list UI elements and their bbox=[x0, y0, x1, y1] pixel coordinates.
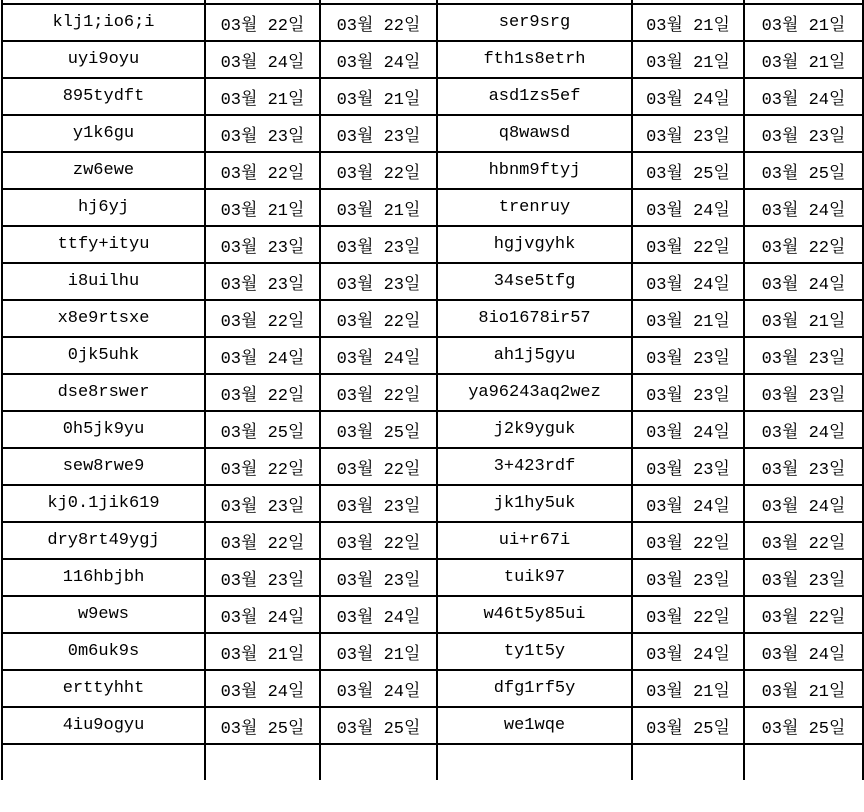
cell-date-right-1: 03월 24일 bbox=[632, 263, 744, 300]
cell-id-left: 0jk5uhk bbox=[2, 337, 205, 374]
cell-date-right-2: 03월 24일 bbox=[744, 485, 863, 522]
table-row bbox=[2, 41, 863, 78]
cell-date-left-1: 03월 25일 bbox=[205, 707, 320, 744]
cell-date-left-2: 03월 22일 bbox=[320, 374, 437, 411]
cell-date-right-2: 03월 21일 bbox=[744, 4, 863, 41]
cell-date-left-2: 03월 22일 bbox=[320, 448, 437, 485]
cell-id-right: w46t5y85ui bbox=[437, 596, 632, 633]
cell-date-right-2: 03월 25일 bbox=[744, 707, 863, 744]
cell-date-right-1: 03월 21일 bbox=[632, 41, 744, 78]
table-row bbox=[2, 263, 863, 300]
table-row bbox=[2, 411, 863, 448]
cropped-stub-cell bbox=[744, 744, 863, 780]
cell-date-left-1: 03월 23일 bbox=[205, 559, 320, 596]
cell-date-left-1: 03월 23일 bbox=[205, 115, 320, 152]
cell-date-left-2: 03월 21일 bbox=[320, 189, 437, 226]
cell-date-left-1: 03월 24일 bbox=[205, 596, 320, 633]
cell-date-right-1: 03월 24일 bbox=[632, 411, 744, 448]
cell-date-left-1: 03월 22일 bbox=[205, 448, 320, 485]
cell-date-right-2: 03월 23일 bbox=[744, 115, 863, 152]
cell-date-left-2: 03월 23일 bbox=[320, 485, 437, 522]
cell-date-left-2: 03월 23일 bbox=[320, 115, 437, 152]
cell-date-right-2: 03월 24일 bbox=[744, 263, 863, 300]
cell-id-right: ty1t5y bbox=[437, 633, 632, 670]
cell-date-right-1: 03월 23일 bbox=[632, 448, 744, 485]
cell-date-right-2: 03월 21일 bbox=[744, 41, 863, 78]
cell-date-right-1: 03월 21일 bbox=[632, 4, 744, 41]
cropped-stub-cell bbox=[437, 744, 632, 780]
cell-id-left: dse8rswer bbox=[2, 374, 205, 411]
table-row bbox=[2, 4, 863, 41]
cell-date-left-1: 03월 22일 bbox=[205, 300, 320, 337]
cell-date-left-2: 03월 24일 bbox=[320, 670, 437, 707]
cell-id-left: 0m6uk9s bbox=[2, 633, 205, 670]
cropped-stub-cell bbox=[2, 744, 205, 780]
cell-id-right: ser9srg bbox=[437, 4, 632, 41]
cell-id-left: i8uilhu bbox=[2, 263, 205, 300]
cell-date-left-2: 03월 23일 bbox=[320, 226, 437, 263]
table-row bbox=[2, 485, 863, 522]
cell-date-left-2: 03월 24일 bbox=[320, 41, 437, 78]
cell-date-left-2: 03월 24일 bbox=[320, 337, 437, 374]
table-row bbox=[2, 374, 863, 411]
cell-date-left-2: 03월 25일 bbox=[320, 707, 437, 744]
cell-date-left-2: 03월 22일 bbox=[320, 300, 437, 337]
cell-date-left-1: 03월 23일 bbox=[205, 263, 320, 300]
cell-date-left-2: 03월 23일 bbox=[320, 263, 437, 300]
cell-id-right: ah1j5gyu bbox=[437, 337, 632, 374]
table-row bbox=[2, 115, 863, 152]
cell-id-right: ya96243aq2wez bbox=[437, 374, 632, 411]
cell-id-right: 8io1678ir57 bbox=[437, 300, 632, 337]
cell-date-right-1: 03월 23일 bbox=[632, 559, 744, 596]
cell-date-right-2: 03월 23일 bbox=[744, 448, 863, 485]
cropped-stub-row bbox=[2, 744, 863, 780]
table-row bbox=[2, 152, 863, 189]
table-row bbox=[2, 522, 863, 559]
table-row bbox=[2, 448, 863, 485]
cell-date-left-2: 03월 22일 bbox=[320, 4, 437, 41]
cell-id-right: dfg1rf5y bbox=[437, 670, 632, 707]
cell-date-right-2: 03월 22일 bbox=[744, 522, 863, 559]
cell-date-right-1: 03월 23일 bbox=[632, 374, 744, 411]
cell-date-left-1: 03월 24일 bbox=[205, 670, 320, 707]
cell-date-left-1: 03월 23일 bbox=[205, 226, 320, 263]
cell-date-left-1: 03월 22일 bbox=[205, 4, 320, 41]
cell-date-right-1: 03월 23일 bbox=[632, 115, 744, 152]
cell-id-right: q8wawsd bbox=[437, 115, 632, 152]
cell-date-right-1: 03월 25일 bbox=[632, 152, 744, 189]
cell-date-right-2: 03월 24일 bbox=[744, 78, 863, 115]
cell-id-right: 34se5tfg bbox=[437, 263, 632, 300]
cell-id-right: ui+r67i bbox=[437, 522, 632, 559]
cell-date-right-1: 03월 24일 bbox=[632, 485, 744, 522]
cell-id-right: tuik97 bbox=[437, 559, 632, 596]
cell-date-right-1: 03월 21일 bbox=[632, 670, 744, 707]
cell-id-right: asd1zs5ef bbox=[437, 78, 632, 115]
cell-id-left: erttyhht bbox=[2, 670, 205, 707]
cropped-stub-cell bbox=[632, 744, 744, 780]
cell-date-left-2: 03월 25일 bbox=[320, 411, 437, 448]
cell-date-left-1: 03월 23일 bbox=[205, 485, 320, 522]
cell-id-right: hbnm9ftyj bbox=[437, 152, 632, 189]
cell-date-right-1: 03월 23일 bbox=[632, 337, 744, 374]
cell-date-right-1: 03월 24일 bbox=[632, 189, 744, 226]
cell-date-left-1: 03월 21일 bbox=[205, 78, 320, 115]
cell-id-left: 4iu9ogyu bbox=[2, 707, 205, 744]
table-row bbox=[2, 596, 863, 633]
cell-date-right-2: 03월 22일 bbox=[744, 226, 863, 263]
cell-date-right-1: 03월 25일 bbox=[632, 707, 744, 744]
cell-id-left: zw6ewe bbox=[2, 152, 205, 189]
cell-date-left-2: 03월 22일 bbox=[320, 522, 437, 559]
cell-date-left-2: 03월 21일 bbox=[320, 78, 437, 115]
table-row bbox=[2, 300, 863, 337]
table-row bbox=[2, 633, 863, 670]
cell-id-right: fth1s8etrh bbox=[437, 41, 632, 78]
cell-date-left-2: 03월 23일 bbox=[320, 559, 437, 596]
cell-date-left-1: 03월 21일 bbox=[205, 633, 320, 670]
table-row bbox=[2, 559, 863, 596]
cell-date-left-1: 03월 24일 bbox=[205, 337, 320, 374]
cell-id-right: j2k9yguk bbox=[437, 411, 632, 448]
cell-id-left: y1k6gu bbox=[2, 115, 205, 152]
data-table bbox=[1, 0, 864, 780]
cell-date-right-2: 03월 23일 bbox=[744, 337, 863, 374]
cell-id-left: 0h5jk9yu bbox=[2, 411, 205, 448]
cropped-stub-cell bbox=[205, 744, 320, 780]
cell-date-left-1: 03월 25일 bbox=[205, 411, 320, 448]
cell-id-left: uyi9oyu bbox=[2, 41, 205, 78]
cell-date-right-2: 03월 25일 bbox=[744, 152, 863, 189]
cell-id-left: x8e9rtsxe bbox=[2, 300, 205, 337]
cell-id-left: ttfy+ityu bbox=[2, 226, 205, 263]
cell-date-right-1: 03월 22일 bbox=[632, 596, 744, 633]
cell-id-left: sew8rwe9 bbox=[2, 448, 205, 485]
cell-date-right-1: 03월 24일 bbox=[632, 633, 744, 670]
cell-id-left: w9ews bbox=[2, 596, 205, 633]
cell-date-right-1: 03월 24일 bbox=[632, 78, 744, 115]
table-body bbox=[2, 0, 863, 780]
cell-date-right-2: 03월 24일 bbox=[744, 633, 863, 670]
cell-date-right-1: 03월 21일 bbox=[632, 300, 744, 337]
cell-id-right: jk1hy5uk bbox=[437, 485, 632, 522]
cell-id-right: trenruy bbox=[437, 189, 632, 226]
table-row bbox=[2, 707, 863, 744]
cell-date-right-2: 03월 21일 bbox=[744, 300, 863, 337]
cell-date-left-1: 03월 22일 bbox=[205, 374, 320, 411]
cell-date-left-2: 03월 22일 bbox=[320, 152, 437, 189]
table-row bbox=[2, 78, 863, 115]
cell-id-right: 3+423rdf bbox=[437, 448, 632, 485]
cell-id-left: kj0.1jik619 bbox=[2, 485, 205, 522]
cell-date-left-2: 03월 21일 bbox=[320, 633, 437, 670]
cell-date-right-2: 03월 24일 bbox=[744, 411, 863, 448]
table-row bbox=[2, 226, 863, 263]
cell-date-left-1: 03월 21일 bbox=[205, 189, 320, 226]
cell-id-right: we1wqe bbox=[437, 707, 632, 744]
cell-date-right-1: 03월 22일 bbox=[632, 522, 744, 559]
cell-date-left-2: 03월 24일 bbox=[320, 596, 437, 633]
cell-date-right-2: 03월 23일 bbox=[744, 559, 863, 596]
cell-date-right-2: 03월 24일 bbox=[744, 189, 863, 226]
cell-id-left: 116hbjbh bbox=[2, 559, 205, 596]
cell-date-right-1: 03월 22일 bbox=[632, 226, 744, 263]
cell-id-left: dry8rt49ygj bbox=[2, 522, 205, 559]
table-row bbox=[2, 670, 863, 707]
cell-date-left-1: 03월 22일 bbox=[205, 522, 320, 559]
cell-date-right-2: 03월 22일 bbox=[744, 596, 863, 633]
cell-date-left-1: 03월 24일 bbox=[205, 41, 320, 78]
cell-date-left-1: 03월 22일 bbox=[205, 152, 320, 189]
cell-id-left: klj1;io6;i bbox=[2, 4, 205, 41]
cell-id-left: 895tydft bbox=[2, 78, 205, 115]
cropped-stub-cell bbox=[320, 744, 437, 780]
cell-id-left: hj6yj bbox=[2, 189, 205, 226]
cell-date-right-2: 03월 23일 bbox=[744, 374, 863, 411]
table-row bbox=[2, 337, 863, 374]
cell-id-right: hgjvgyhk bbox=[437, 226, 632, 263]
table-row bbox=[2, 189, 863, 226]
cell-date-right-2: 03월 21일 bbox=[744, 670, 863, 707]
